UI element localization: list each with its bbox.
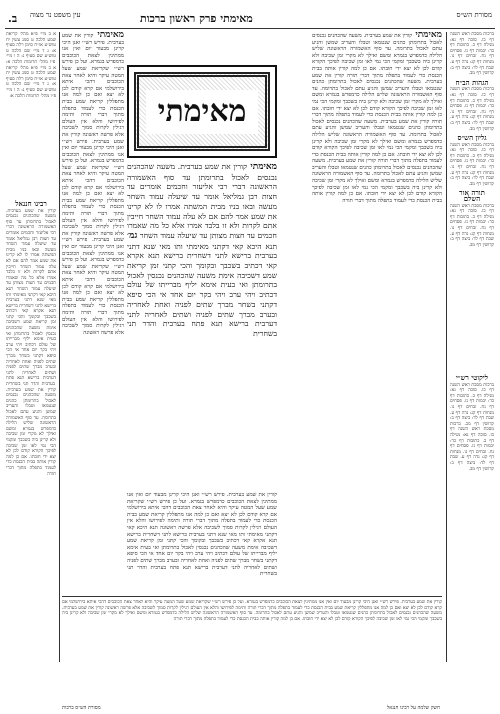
tosafot-lower-text: קורין את שמע בערבית. פירש רש״י ואנן היכי קרינן מבעוד יום ואין אנו ממתינין לצאת הכוכבים כדמפרש בגמרא. ועל כן פירש רש״י שקריאת שמע שעל המטה עיקר והיא לאחר צאת הכוכבים דהכי איתא בירושלמי אם קרא קודם לכן לא יצא ואם כן למה אנו מתפללין קריאת שמע בבית הכנסת כדי לעמוד בתפלה מתוך דברי תורה ותימה לפירושו והלא אין העולם רגילין לקרות סמוך לשכיבה אלא פרשה ראשונה — [127, 492, 277, 531]
rashi-text-cont2: קורין את שמע בערבית. משעה שהכהנים נכנסים לאכול בתרומתן כהנים שנטמאו וטבלו והעריב שמשן והגיע עתם לאכול בתרומה. עד סוף האשמורה הראשונה שליש הלילה כדמפרש בגמרא ומשם ואילך לא מקרי זמן שכיבה ולא קרינן ביה בשכבך ומקמי הכי נמי לאו זמן שכיבה לפיכך הקורא קודם לכן לא יצא ידי חובתו. אם כן למה קורין אותה בבית הכנסת כדי לעמוד בתפלה מתוך דברי תורה — [312, 118, 442, 165]
rashi-text-cont: קורין את שמע בערבית. משעה שהכהנים נכנסים לאכול בתרומתן כהנים שנטמאו וטבלו והעריב שמשן והגיע עתם לאכול בתרומה. עד סוף האשמורה הראשונה שליש הלילה כדמפרש בגמרא ומשם ואילך לא מקרי זמן שכיבה ולא קרינן ביה בשכבך ומקמי הכי נמי לאו זמן שכיבה לפיכך הקורא קודם לכן לא יצא ידי חובתו. אם כן למה קורין אותה בבית הכנסת כדי לעמוד בתפלה מתוך דברי תורה — [312, 72, 442, 125]
footer-right: חשק שלמה על רבינו חננאל — [386, 705, 440, 711]
tosafot-text: קורין את שמע בערבית. פירש רש״י ואנן היכי קרינן מבעוד יום ואין אנו ממתינין לצאת הכוכבים כדמפרש בגמרא. ועל כן פירש רש״י שקריאת שמע שעל המטה עיקר והיא לאחר צאת הכוכבים דהכי איתא בירושלמי אם קרא קודם לכן לא יצא ואם כן למה אנו מתפללין קריאת שמע בבית הכנסת כדי לעמוד בתפלה מתוך דברי תורה ותימה לפירושו והלא אין העולם רגילין לקרות סמוך לשכיבה אלא פרשה ראשונה — [62, 33, 124, 138]
ein-mishpat-text-cont: א ב מיי׳ פ״א מהל׳ קריאת שמע הלכה ט סמג עשין יח טוש״ע או״ח סימן רלה סעיף א: ג ד מיי׳ שם הלכה ט טוש״ע שם סעיף ג: ה ו מיי׳ פ״ו מהל׳ תרומות הלכה א: — [6, 65, 56, 99]
gilyon-text: ברכות מסכת ראש השנה דף כז. סוכה דף נא: מגילה דף כ. כתובות דף כד: יבמות דף נז. פסחים דף נח. זבחים דף נו. מנחות דף קג: נדה דף ע. שבת דף לד: ביצה דף ב: קדושין דף מב. — [450, 142, 494, 187]
likutei-title: ליקוטי רש״י — [455, 373, 489, 382]
tosafot-lower — [127, 492, 277, 592]
likutei-text: ברכות מסכת ראש השנה דף כז. סוכה דף נא: מגילה דף כ. כתובות דף כד: יבמות דף נז. פסחים דף נח. זבחים דף נו. מנחות דף קג: נדה דף ע. שבת דף לד: ביצה דף ב: קדושין דף מב. — [450, 382, 494, 427]
bottom-band-divider — [62, 596, 442, 597]
gemara-text: תנא היכא קאי דקתני מאימתי ותו מאי שנא דתני בערבית ברישא לתני דשחרית ברישא תנא אקרא קאי דכתיב בשכבך ובקומך והכי קתני זמן קריאת שמע דשכיבה אימת משעה שהכהנים נכנסין לאכול בתרומתן ואי בעית אימא יליף מברייתו של עולם דכתיב ויהי ערב ויהי בקר יום אחד אי הכי סיפא דקתני בשחר מברך שתים לפניה ואחת לאחריה ובערב מברך שתים לפניה ושתים לאחריה לתני דערבית ברישא תנא פתח בערבית והדר תני בשחרית — [127, 241, 277, 338]
header-masoret: מסורת הש״ס — [456, 11, 492, 19]
page-number: ב. — [8, 12, 18, 25]
rashi-opening-word: מאימתי — [412, 32, 442, 40]
ein-mishpat-text: א ב מיי׳ פ״א מהל׳ קריאת שמע הלכה ט סמג עשין יח טוש״ע או״ח סימן רלה סעיף א: ג ד מיי׳ שם הלכה ט טוש״ע שם סעיף ג: ה ו מיי׳ פ״ו מהל׳ תרומות הלכה א: — [6, 32, 56, 65]
mishna-text: קורין את שמע בערבית. משעה שהכהנים נכנסים לאכול בתרומתן עד סוף האשמורה הראשונה דברי רבי אליעזר וחכמים אומרים עד חצות רבן גמליאל אומר עד שיעלה עמוד השחר מעשה ובאו בניו מבית המשתה אמרו לו לא קרינו את שמע אמר להם אם לא עלה עמוד השחר חייבין אתם לקרות ולא זו בלבד אמרו אלא כל מה שאמרו חכמים עד חצות מצותן עד שיעלה עמוד השחר — [127, 162, 277, 240]
bottom-band-text: קורין את שמע בערבית. פירש רש״י ואנן היכי קרינן מבעוד יום ואין אנו ממתינין לצאת הכוכבים כדמפרש בגמרא. ועל כן פירש רש״י שקריאת שמע שעל המטה עיקר והיא לאחר צאת הכוכבים דהכי איתא בירושלמי אם קרא קודם לכן לא יצא ואם כן למה אנו מתפללין קריאת שמע בבית הכנסת כדי לעמוד בתפלה מתוך דברי תורה ותימה לפירושו והלא אין העולם רגילין לקרות סמוך לשכיבה אלא פרשה ראשונה — [62, 600, 442, 611]
tosafot-commentary — [62, 32, 124, 592]
bottom-commentary-band — [62, 600, 442, 692]
ein-mishpat-column — [6, 32, 56, 192]
footer-left: מסורת הש״ס ברכות — [62, 705, 101, 711]
header-ein-mishpat: עין משפט נר מצוה — [30, 11, 81, 19]
chananel-title: רבינו חננאל — [15, 199, 47, 208]
rashi-commentary — [312, 32, 442, 592]
masoret-hashas-column — [450, 32, 494, 362]
opening-word-frame — [127, 65, 277, 158]
gemara-opening: גמ׳ — [127, 230, 138, 241]
likutei-rashi-column — [450, 372, 494, 662]
chananel-text-cont: תנא היכא קאי דקתני מאימתי ותו מאי שנא דתני בערבית ברישא לתני דשחרית ברישא תנא אקרא קאי דכתיב בשכבך ובקומך והכי קתני זמן קריאת שמע דשכיבה אימת משעה שהכהנים נכנסין לאכול בתרומתן ואי בעית אימא יליף מברייתו של עולם דכתיב ויהי ערב ויהי בקר יום אחד אי הכי סיפא דקתני בשחר מברך שתים לפניה ואחת לאחריה ובערב מברך שתים לפניה ושתים לאחריה לתני דערבית ברישא תנא פתח בערבית והדר תני בשחרית — [6, 286, 56, 387]
page-header-title: מאימתי פרק ראשון ברכות — [140, 12, 253, 25]
torah-or-text: ברכות מסכת ראש השנה דף כז. סוכה דף נא: מגילה דף כ. כתובות דף כד: יבמות דף נז. פסחים דף נח. זבחים דף נו. מנחות דף קג: נדה דף ע. שבת דף לד: ביצה דף ב: קדושין דף מב. — [450, 203, 494, 248]
rashi-text: קורין את שמע בערבית. משעה שהכהנים נכנסים לאכול בתרומתן כהנים שנטמאו וטבלו והעריב שמשן והגיע עתם לאכול בתרומה. עד סוף האשמורה הראשונה שליש הלילה כדמפרש בגמרא ומשם ואילך לא מקרי זמן שכיבה ולא קרינן ביה בשכבך ומקמי הכי נמי לאו זמן שכיבה לפיכך הקורא קודם לכן לא יצא ידי חובתו. אם כן למה קורין אותה בבית הכנסת כדי לעמוד בתפלה מתוך דברי תורה — [312, 33, 442, 79]
chananel-text-cont2: קורין את שמע בערבית. משעה שהכהנים נכנסים לאכול בתרומתן כהנים שנטמאו וטבלו והעריב שמשן והגיע עתם לאכול בתרומה. עד סוף האשמורה הראשונה שליש הלילה כדמפרש בגמרא ומשם ואילך לא מקרי זמן שכיבה ולא קרינן ביה בשכבך ומקמי הכי נמי לאו זמן שכיבה לפיכך הקורא קודם לכן לא יצא ידי חובתו. אם כן למה קורין אותה בבית הכנסת כדי לעמוד בתפלה מתוך דברי תורה — [6, 387, 56, 477]
tosafot-lower-text-cont: תנא היכא קאי דקתני מאימתי ותו מאי שנא דתני בערבית ברישא לתני דשחרית ברישא תנא אקרא קאי דכתיב בשכבך ובקומך והכי קתני זמן קריאת שמע דשכיבה אימת משעה שהכהנים נכנסין לאכול בתרומתן ואי בעית אימא יליף מברייתו של עולם דכתיב ויהי ערב ויהי בקר יום אחד אי הכי סיפא דקתני בשחר מברך שתים לפניה ואחת לאחריה ובערב מברך שתים לפניה ושתים לאחריה לתני דערבית ברישא תנא פתח בערבית והדר תני בשחרית — [127, 524, 277, 578]
header-divider — [5, 28, 495, 29]
chananel-text: קורין את שמע בערבית. משעה שהכהנים נכנסים לאכול בתרומתן עד סוף האשמורה הראשונה דברי רבי אליעזר וחכמים אומרים עד חצות רבן גמליאל אומר עד שיעלה עמוד השחר מעשה ובאו בניו מבית המשתה אמרו לו לא קרינו את שמע אמר להם אם לא עלה עמוד השחר חייבין אתם לקרות ולא זו בלבד אמרו אלא כל מה שאמרו חכמים עד חצות מצותן עד שיעלה עמוד השחר — [6, 208, 56, 292]
masoret-text: ברכות מסכת ראש השנה דף כז. סוכה דף נא: מגילה דף כ. כתובות דף כד: יבמות דף נז. פסחים דף נח. זבחים דף נו. מנחות דף קג: נדה דף ע. שבת דף לד: ביצה דף ב: קדושין דף מב. — [450, 32, 494, 77]
tosafot-text-cont: קורין את שמע בערבית. פירש רש״י ואנן היכי קרינן מבעוד יום ואין אנו ממתינין לצאת הכוכבים כדמפרש בגמרא. ועל כן פירש רש״י שקריאת שמע שעל המטה עיקר והיא לאחר צאת הכוכבים דהכי איתא בירושלמי אם קרא קודם לכן לא יצא ואם כן למה אנו מתפללין קריאת שמע בבית הכנסת כדי לעמוד בתפלה מתוך דברי תורה ותימה לפירושו והלא אין העולם רגילין לקרות סמוך לשכיבה אלא פרשה ראשונה — [62, 131, 124, 237]
rashi-text-cont3: קורין את שמע בערבית. משעה שהכהנים נכנסים לאכול בתרומתן כהנים שנטמאו וטבלו והעריב שמשן והגיע עתם לאכול בתרומה. עד סוף האשמורה הראשונה שליש הלילה כדמפרש בגמרא ומשם ואילך לא מקרי זמן שכיבה ולא קרינן ביה בשכבך ומקמי הכי נמי לאו זמן שכיבה לפיכך הקורא קודם לכן לא יצא ידי חובתו. אם כן למה קורין אותה בבית הכנסת כדי לעמוד בתפלה מתוך דברי תורה — [312, 158, 442, 204]
opening-word: מאימתי — [146, 90, 259, 134]
right-margin-divider — [446, 32, 447, 662]
tosafot-opening-word: מאימתי — [93, 32, 124, 40]
masoret-text-cont: ברכות מסכת ראש השנה דף כז. סוכה דף נא: מגילה דף כ. כתובות דף כד: יבמות דף נז. פסחים דף נח. זבחים דף נו. מנחות דף קג: נדה דף ע. שבת דף לד: ביצה דף ב: קדושין דף מב. — [450, 87, 494, 132]
tosafot-text-cont2: קורין את שמע בערבית. פירש רש״י ואנן היכי קרינן מבעוד יום ואין אנו ממתינין לצאת הכוכבים כדמפרש בגמרא. ועל כן פירש רש״י שקריאת שמע שעל המטה עיקר והיא לאחר צאת הכוכבים דהכי איתא בירושלמי אם קרא קודם לכן לא יצא ואם כן למה אנו מתפללין קריאת שמע בבית הכנסת כדי לעמוד בתפלה מתוך דברי תורה ותימה לפירושו והלא אין העולם רגילין לקרות סמוך לשכיבה אלא פרשה ראשונה — [62, 230, 124, 336]
gilyon-title: גליון הש״ס — [457, 133, 487, 143]
bottom-band-text-cont: קורין את שמע בערבית. משעה שהכהנים נכנסים לאכול בתרומתן כהנים שנטמאו וטבלו והעריב שמשן והגיע עתם לאכול בתרומה. עד סוף האשמורה הראשונה שליש הלילה כדמפרש בגמרא ומשם ואילך לא מקרי זמן שכיבה ולא קרינן ביה בשכבך ומקמי הכי נמי לאו זמן שכיבה לפיכך הקורא קודם לכן לא יצא ידי חובתו. אם כן למה קורין אותה בבית הכנסת כדי לעמוד בתפלה מתוך דברי תורה — [62, 605, 442, 622]
torah-or-title: תורה אור השלם — [459, 188, 485, 204]
mishna-opening: מאימתי — [247, 162, 277, 172]
left-margin-divider — [59, 32, 60, 662]
hagahot-title: הגהות הב״ח — [455, 77, 489, 87]
main-text-block — [127, 162, 277, 488]
likutei-text-cont: ברכות מסכת ראש השנה דף כז. סוכה דף נא: מגילה דף כ. כתובות דף כד: יבמות דף נז. פסחים דף נח. זבחים דף נו. מנחות דף קג: נדה דף ע. שבת דף לד: ביצה דף ב: קדושין דף מב. — [450, 421, 494, 472]
rabbeinu-chananel-column — [6, 198, 56, 658]
